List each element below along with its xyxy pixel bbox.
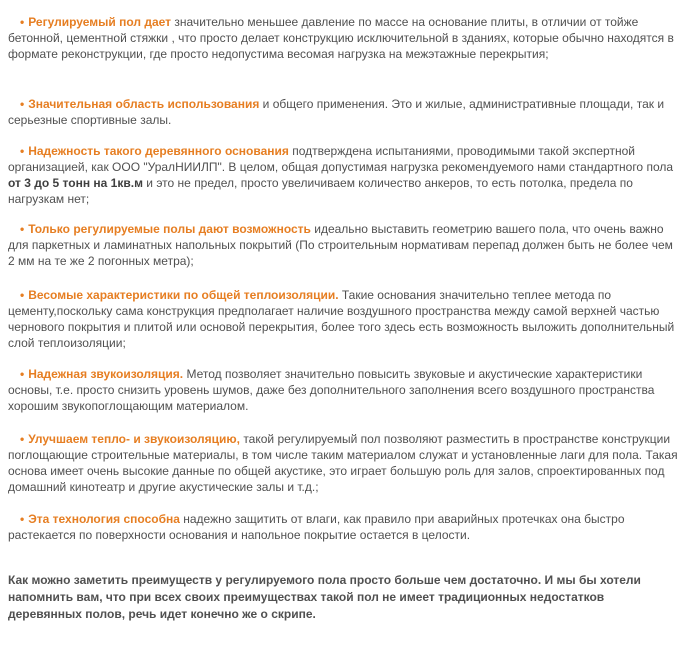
advantage-item-1 [8, 14, 678, 62]
advantage-highlight: Надежность такого деревянного основания [28, 144, 289, 158]
advantage-text: такой регулируемый пол позволяют разместить в пространстве конструкции поглощающие строительные материалы, в том числе таким материалом служат и установленные лаги для пола. Такая основа имеет очень высокие данные по общей акустике, это играет большую роль для залов, спроектированных под домашний кинотеатр и другие акустические залы и т.д.; [8, 432, 678, 494]
advantage-text-before: подтверждена испытаниями, проводимыми такой экспертной организацией, как ООО "УралНИИЛП". В целом, общая допустимая нагрузка рекомендуемого нами стандартного пола [8, 144, 674, 174]
advantage-text: идеально выставить геометрию вашего пола, что очень важно для паркетных и ламинатных напольных покрытий (По строительным нормативам перепад должен быть не более чем 2 мм на те же 2 погонных метра); [8, 222, 673, 268]
advantage-text: Метод позволяет значительно повысить звуковые и акустические характеристики основы, т.е. просто снизить уровень шумов, даже без дополнительного заполнения всего воздушного пространства хорошим звукопоглощающим материалом. [8, 367, 655, 413]
advantage-item-2 [8, 96, 678, 128]
advantage-highlight: Регулируемый пол дает [28, 15, 172, 29]
advantage-text: и общего применения. Это и жилые, административные площади, так и серьезные спортивные залы. [8, 97, 665, 127]
advantage-text: значительно меньшее давление по массе на основание плиты, в отличии от тойже бетонной, цементной стяжки , что просто делает конструкцию исключительной в зданиях, которые обычно находятся в формате реконструкции, где просто недопустима весомая нагрузка на межэтажные перекрытия; [8, 15, 674, 61]
bullet-icon: • [20, 15, 25, 29]
bullet-icon: • [20, 222, 25, 236]
advantage-text-after: и это не предел, просто увеличиваем количество анкеров, то есть потолка, предела по нагрузкам нет; [8, 176, 633, 206]
bullet-icon: • [20, 288, 25, 302]
advantage-highlight: Только регулируемые полы дают возможность [28, 222, 311, 236]
advantage-item-8 [8, 511, 678, 543]
advantage-text: Такие основания значительно теплее метода по цементу,поскольку сама конструкция предполагает наличие воздушного пространства между самой верхней частью чернового покрытия и плитой или основой перекрытия, более того здесь есть возможность выложить дополнительный слой теплоизоляции; [8, 288, 675, 350]
bullet-icon: • [20, 144, 25, 158]
bullet-icon: • [20, 432, 25, 446]
bullet-icon: • [20, 367, 25, 381]
advantage-item-5 [8, 287, 678, 351]
advantage-item-3 [8, 143, 678, 207]
advantage-highlight: Весомые характеристики по общей теплоизоляции. [28, 288, 339, 302]
bullet-icon: • [20, 97, 25, 111]
advantage-highlight: Значительная область использования [28, 97, 260, 111]
advantage-text: надежно защитить от влаги, как правило при аварийных протечках она быстро растекается по поверхности основания и напольное покрытие остается в целости. [8, 512, 625, 542]
load-capacity-value: от 3 до 5 тонн на 1кв.м [8, 176, 143, 190]
advantage-highlight: Улучшаем тепло- и звукоизоляцию, [28, 432, 240, 446]
advantage-item-4 [8, 221, 678, 269]
advantage-item-7 [8, 431, 678, 495]
advantage-highlight: Надежная звукоизоляция. [28, 367, 184, 381]
conclusion-paragraph: Как можно заметить преимуществ у регулируемого пола просто больше чем достаточно. И мы бы хотели напомнить вам, что при всех своих преимуществах такой пол не имеет традиционных недостатков деревянных полов, речь идет конечно же о скрипе. [8, 573, 641, 621]
advantage-highlight: Эта технология способна [28, 512, 180, 526]
advantage-item-6 [8, 366, 678, 414]
bullet-icon: • [20, 512, 25, 526]
